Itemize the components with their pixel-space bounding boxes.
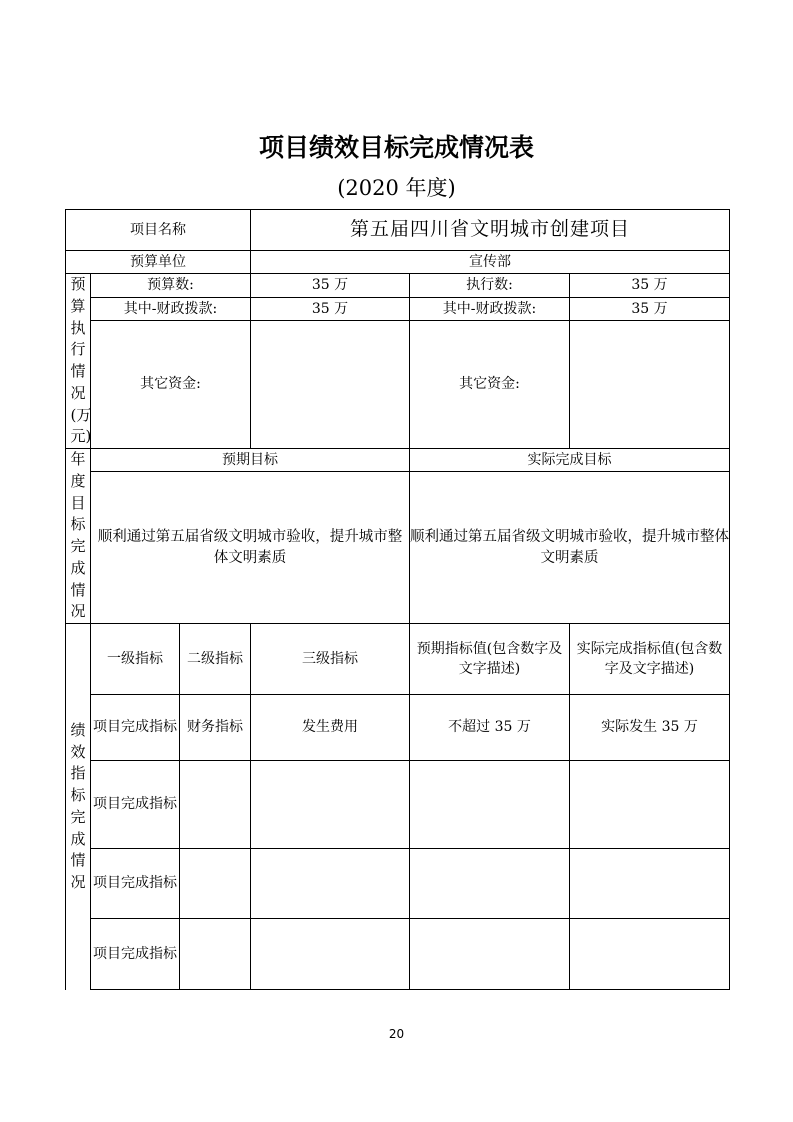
- header-level1: 一级指标: [91, 624, 180, 695]
- row-actual: [570, 919, 730, 990]
- budget-fiscal-value: 35 万: [251, 298, 410, 321]
- budget-other-value: [251, 321, 410, 449]
- row-level1: 项目完成指标: [91, 761, 180, 849]
- table-row: [66, 919, 730, 990]
- document-year: (2020 年度): [337, 176, 456, 200]
- header-expected-value: 预期指标值(包含数字及文字描述): [410, 624, 570, 695]
- table-row: [66, 761, 730, 849]
- annual-section-label: 年度目标完成情况: [66, 449, 91, 624]
- row-expected: [410, 849, 570, 919]
- row-level1: 项目完成指标: [91, 919, 180, 990]
- header-level3: 三级指标: [251, 624, 410, 695]
- header-actual-value: 实际完成指标值(包含数字及文字描述): [570, 624, 730, 695]
- row-level2: [180, 849, 251, 919]
- page-number: 20: [388, 1027, 405, 1041]
- row-actual: 实际发生 35 万: [570, 695, 730, 761]
- actual-goal-header: 实际完成目标: [410, 449, 730, 472]
- project-name-value: 第五届四川省文明城市创建项目: [251, 210, 730, 251]
- expected-goal-text: 顺利通过第五届省级文明城市验收，提升城市整体文明素质: [91, 472, 410, 624]
- expected-goal-header: 预期目标: [91, 449, 410, 472]
- row-level3: [251, 849, 410, 919]
- row-actual: [570, 849, 730, 919]
- budget-amount-value: 35 万: [251, 274, 410, 298]
- row-level3: [251, 761, 410, 849]
- project-name-label: 项目名称: [66, 210, 251, 251]
- execution-fiscal-value: 35 万: [570, 298, 730, 321]
- performance-table: [65, 209, 730, 990]
- execution-fiscal-label: 其中-财政拨款:: [410, 298, 570, 321]
- row-level3: 发生费用: [251, 695, 410, 761]
- row-level2: 财务指标: [180, 695, 251, 761]
- budget-other-label: 其它资金:: [91, 321, 251, 449]
- document-title: 项目绩效目标完成情况表: [258, 133, 534, 162]
- row-expected: 不超过 35 万: [410, 695, 570, 761]
- header-level2: 二级指标: [180, 624, 251, 695]
- execution-other-label: 其它资金:: [410, 321, 570, 449]
- row-expected: [410, 919, 570, 990]
- budget-unit-label: 预算单位: [66, 251, 251, 274]
- row-expected: [410, 761, 570, 849]
- row-level3: [251, 919, 410, 990]
- budget-fiscal-label: 其中-财政拨款:: [91, 298, 251, 321]
- row-level2: [180, 919, 251, 990]
- execution-amount-label: 执行数:: [410, 274, 570, 298]
- execution-amount-value: 35 万: [570, 274, 730, 298]
- execution-other-value: [570, 321, 730, 449]
- budget-unit-value: 宣传部: [251, 251, 730, 274]
- table-row: [66, 695, 730, 761]
- row-level2: [180, 761, 251, 849]
- actual-goal-text: 顺利通过第五届省级文明城市验收，提升城市整体文明素质: [410, 472, 730, 624]
- row-level1: 项目完成指标: [91, 849, 180, 919]
- performance-section-label: 绩效指标完成情况: [66, 624, 91, 990]
- budget-section-label: 预算执行情况(万元): [66, 274, 91, 449]
- budget-amount-label: 预算数:: [91, 274, 251, 298]
- row-level1: 项目完成指标: [91, 695, 180, 761]
- table-row: [66, 849, 730, 919]
- row-actual: [570, 761, 730, 849]
